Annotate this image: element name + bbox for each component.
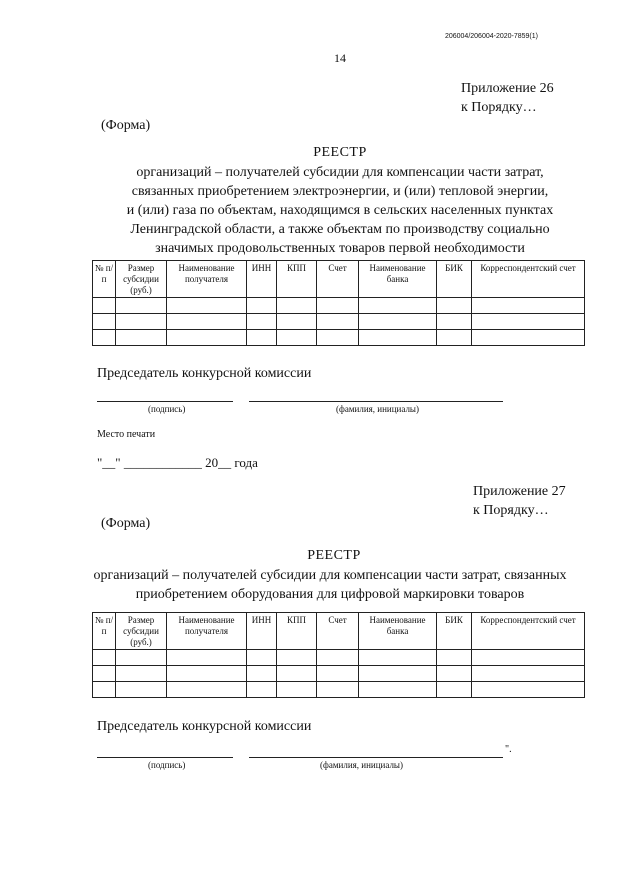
table-row [93, 682, 585, 698]
table-row [93, 298, 585, 314]
chairman-label: Председатель конкурсной комиссии [97, 366, 312, 381]
appendix-reference: к Порядку… [473, 503, 549, 518]
chairman-label: Председатель конкурсной комиссии [97, 719, 312, 734]
column-header: ИНН [247, 613, 277, 650]
column-header: Размер субсидии (руб.) [116, 261, 167, 298]
closing-quote-mark: ". [505, 744, 512, 755]
table-row [93, 666, 585, 682]
page-number: 14 [334, 51, 346, 65]
appendix-27-label [473, 482, 566, 520]
document-id: 206004/206004-2020-7859(1) [444, 33, 538, 40]
column-header: БИК [437, 613, 472, 650]
table-header-row [93, 261, 585, 298]
name-caption: (фамилия, инициалы) [336, 404, 419, 414]
column-header: Наименование получателя [167, 261, 247, 298]
signature-line [97, 401, 233, 402]
name-line [249, 401, 503, 402]
column-header: КПП [277, 613, 317, 650]
table-row [93, 314, 585, 330]
description-line: Ленинградской области, а также объектам по производству социально [130, 222, 550, 237]
appendix-number: Приложение 26 [461, 81, 554, 96]
registry-title: РЕЕСТР [313, 145, 367, 160]
column-header: Корреспондентский счет [472, 613, 585, 650]
signature-caption: (подпись) [148, 404, 186, 414]
registry-title: РЕЕСТР [307, 548, 361, 563]
form-label: (Форма) [101, 516, 151, 531]
column-header: Размер субсидии (руб.) [116, 613, 167, 650]
signature-line [97, 757, 233, 758]
column-header: № п/п [93, 261, 116, 298]
registry-description [20, 163, 640, 258]
table-row [93, 650, 585, 666]
column-header: Корреспондентский счет [472, 261, 585, 298]
column-header: Наименование банка [359, 613, 437, 650]
description-line: организаций – получателей субсидии для компенсации части затрат, [136, 165, 544, 180]
signature-caption: (подпись) [148, 760, 186, 770]
column-header: Наименование получателя [167, 613, 247, 650]
column-header: БИК [437, 261, 472, 298]
table-header-row [93, 613, 585, 650]
appendix-reference: к Порядку… [461, 100, 537, 115]
column-header: КПП [277, 261, 317, 298]
table-row [93, 330, 585, 346]
description-line: связанных приобретением электроэнергии, и (или) тепловой энергии, [131, 184, 549, 199]
form-label: (Форма) [101, 118, 151, 133]
description-line: и (или) газа по объектам, находящимся в сельских населенных пунктах [126, 203, 554, 218]
registry-table [92, 612, 585, 698]
column-header: № п/п [93, 613, 116, 650]
description-line: значимых продовольственных товаров первой необходимости [155, 241, 525, 256]
column-header: ИНН [247, 261, 277, 298]
appendix-number: Приложение 27 [473, 484, 566, 499]
date-line: "__" ____________ 20__ года [97, 455, 258, 470]
registry-description [10, 566, 640, 604]
name-caption: (фамилия, инициалы) [320, 760, 403, 770]
column-header: Счет [317, 613, 359, 650]
seal-place-label: Место печати [97, 429, 156, 440]
registry-table [92, 260, 585, 346]
appendix-26-label [461, 79, 554, 117]
column-header: Наименование банка [359, 261, 437, 298]
description-line: организаций – получателей субсидии для компенсации части затрат, связанных [93, 568, 567, 583]
column-header: Счет [317, 261, 359, 298]
name-line [249, 757, 503, 758]
description-line: приобретением оборудования для цифровой маркировки товаров [135, 587, 525, 602]
